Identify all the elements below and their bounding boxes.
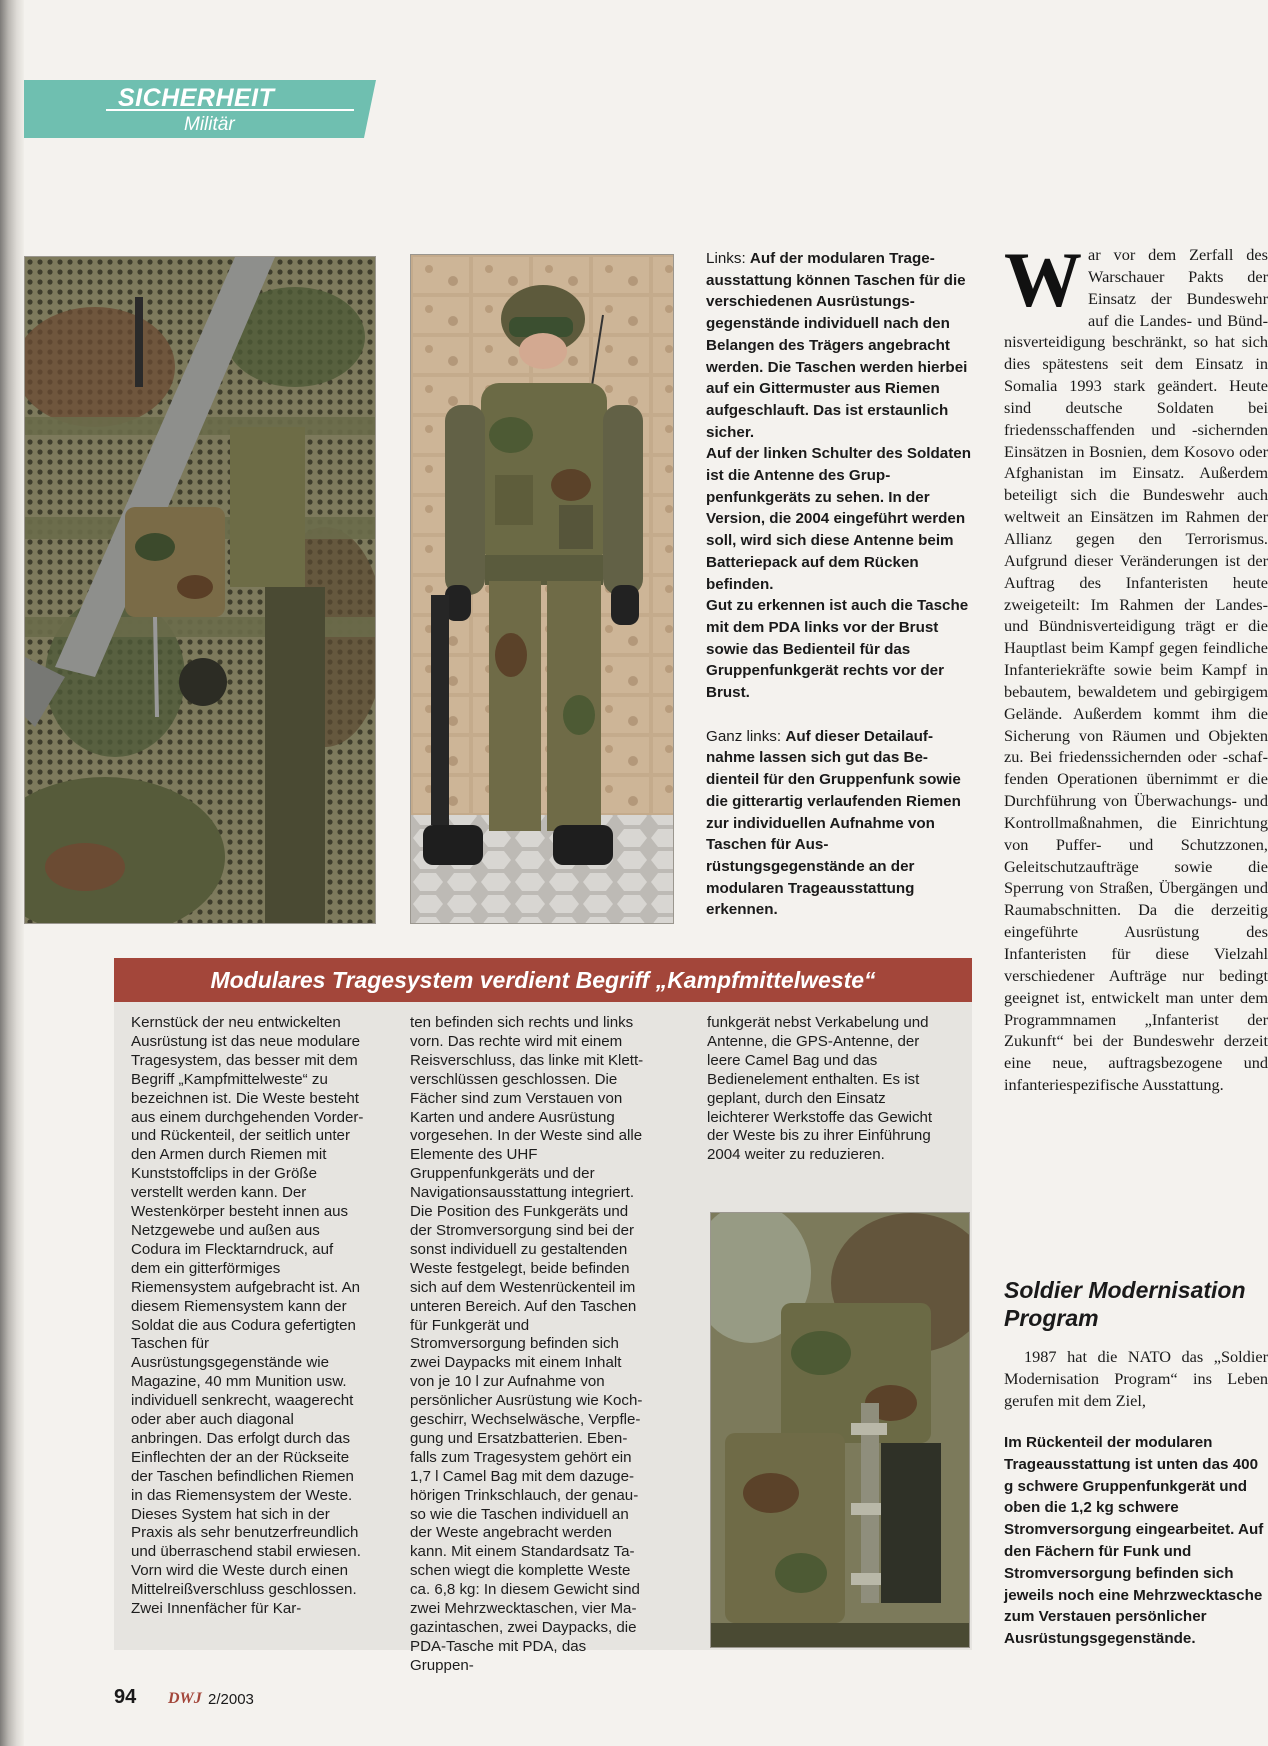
- vest-back-detail-image: [711, 1213, 969, 1647]
- caption-back-panel: Im Rückenteil der modularen Trageausstattung ist unten das 400 g schwere Gruppenfunkgerät und oben die 1,2 kg schwere Stromversorgung eingearbeitet. Auf den Fächern für Funk und Stromversorgung befinden sich jeweils noch eine Mehrzwecktasche zum Verstauen persönlicher Ausrüstungsgegenstände.: [1004, 1434, 1264, 1648]
- caption-links-text2: [706, 443, 976, 595]
- info-box-column-3: funkgerät nebst Verkabelung und Antenne, die GPS-Antenne, der leere Camel Bag und das Bedienelement enthalten. Es ist geplant, durch den Einsatz leichterer Werkstoffe das Gewicht der Weste bis zu ihrer Einführung 2004 weiter zu reduzieren.: [707, 1014, 933, 1164]
- page-number: 94: [114, 1686, 137, 1708]
- info-box-column-1: Kernstück der neu entwickelten Ausrüstung ist das neue modulare Tragesystem, das besser mit dem Begriff „Kampfmittelweste“ zu bezeichnen ist. Die Weste besteht aus einem durchgehenden Vorder- und Rückenteil, der seitlich unter den Armen durch Riemen mit Kunststoffclips in der Größe verstellt werden kann. Der Westenkörper besteht innen aus Netzgewebe und außen aus Codura im Flecktarndruck, auf dem ein gitterförmiges Riemensystem aufgebracht ist. An diesem Riemensystem kann der Soldat die aus Codura gefertigten Taschen für Ausrüstungsgegenstände wie Magazine, 40 mm Munition usw. individuell senkrecht, waagerecht oder aber auch diagonal anbringen. Das erfolgt durch das Einflechten der an der Rückseite der Taschen befindlichen Riemen in das Riemensystem der Weste. Dieses System hat sich in der Praxis als sehr benutzerfreundlich und überraschend stabil erwiesen. Vorn wird die Weste durch einen Mittelreißverschluss geschlossen. Zwei Innenfächer für Kar-: [131, 1014, 364, 1618]
- section-subtitle: Militär: [184, 114, 235, 135]
- magazine-logo: DWJ: [168, 1690, 202, 1707]
- info-box-column-2: ten befinden sich rechts und links vorn. Das rechte wird mit einem Reisverschluss, das linke mit Klettverschlüssen geschlossen. Die Fächer sind zum Verstauen von Karten und andere Ausrüstung vorgesehen. In der Weste sind alle Elemente des UHF Gruppenfunkgeräts und der Navigationsausstattung integriert. Die Position des Funkgeräts und der Stromversorgung sind bei der sonst individuell zu gestaltenden Weste festgelegt, beide befinden sich auf dem Westenrückenteil im unteren Bereich. Auf den Taschen für Funkgerät und Stromversorgung befinden sich zwei Daypacks mit einem Inhalt von je 10 l zur Aufnahme von persönlicher Ausrüstung wie Kochgeschirr, Wechselwäsche, Verpflegung und Ersatzbatterien. Ebenfalls zum Tragesystem gehört ein 1,7 l Camel Bag mit dem dazugehörigen Trinkschlauch, der genauso wie die Taschen individuell an der Weste angebracht werden kann. Mit einem Standardsatz Taschen wiegt die komplette Weste ca. 6,8 kg: In diesem Gewicht sind zwei Mehrzwecktaschen, vier Magazintaschen, zwei Daypacks, die PDA-Tasche mit PDA, das Gruppen-: [410, 1014, 644, 1674]
- photo-captions: [706, 248, 976, 921]
- caption-ganz-links: [706, 726, 976, 921]
- camouflage-vest-detail-image: [25, 257, 375, 923]
- caption-ganz-links-label: Ganz links:: [706, 727, 782, 745]
- caption-ganz-links-text: Auf dieser Detailaufnahme lassen sich gut das Bedienteil für den Gruppenfunk sowie die gitterartig verlaufenden Riemen zur individuellen Aufnahme von Taschen für Ausrüstungsgegenstände an der modularen Trageausstattung erkennen.: [706, 727, 961, 919]
- photo-vest-detail: [24, 256, 376, 924]
- article-body: [1004, 236, 1268, 1096]
- issue-number: 2/2003: [208, 1691, 254, 1708]
- caption-links: [706, 248, 976, 443]
- caption-links-text: Auf der modularen Trageausstattung können Taschen für die verschiedenen Ausrüstungsgegenstände individuell nach den Belangen des Trägers angebracht werden. Die Taschen werden hierbei auf ein Gittermuster aus Riemen aufgeschlauft. Das ist erstaunlich sicher.: [706, 250, 968, 441]
- info-box-title: Modulares Tragesystem verdient Begriff „Kampfmittelweste“: [114, 958, 972, 1002]
- caption-links-label: Links:: [706, 250, 746, 267]
- soldier-full-figure-image: [411, 255, 673, 923]
- article-paragraph-1: ar vor dem Zerfall des Warschauer Pakts der Einsatz der Bundeswehr auf die Landes- und Bündnisverteidigung beschränkt, so hat sich dies spätestens seit dem Einsatz in Somalia 1993 stark geändert. Heute sind deutsche Soldaten bei friedensschaffenden und -sichernden Einsätzen in Bosnien, dem Kosovo oder Afghanistan im Einsatz. Außerdem beteiligt sich die Bundeswehr auch weltweit an Einsätzen im Rahmen der Allianz gegen den Terrorismus. Aufgrund dieser Veränderungen ist der Auftrag des Infanteristen heute zweigeteilt: Im Rahmen der Landes- und Bündnisverteidigung trägt er die Hauptlast beim Kampf gegen feindliche Infanteriekräfte sowie beim Kampf in bebautem, bewaldetem und gebirgigem Gelände. Außerdem kommt ihm die Sicherung von Räumen und Objekten zu. Bei friedenssichernden oder -schaffenden Operationen übernimmt er die Durchführung von Überwachungs- und Kontrollmaßnahmen, die Einrichtung von Puffer- und Schutzzonen, Geleitschutzaufträge sowie die Sperrung von Straßen, Übergängen und Raumabschnitten. Da die derzeitig eingeführte Ausrüstung des Infanteristen für diese Vielzahl verschiedener Aufträge nur bedingt geeignet ist, entwickelt man unter dem Programmnamen „Infanterist der Zukunft“ bei der Bundeswehr derzeit eine neue, auftragsbezogene und infanteriespezifische Ausstattung.: [1004, 245, 1268, 1095]
- photo-soldier: [410, 254, 674, 924]
- article-paragraph-2: 1987 hat die NATO das „Soldier Modernisation Program“ ins Leben gerufen mit dem Ziel,: [1004, 1347, 1268, 1410]
- caption-antenna-text: Auf der linken Schulter des Soldaten ist die Antenne des Gruppenfunkgeräts zu sehen. In der Version, die 2004 eingeführt werden soll, wird sich diese Antenne beim Batteriepack auf dem Rücken befinden.: [706, 445, 971, 593]
- drop-cap: W: [1004, 236, 1082, 323]
- section-title: SICHERHEIT: [118, 84, 275, 112]
- page-spine: [0, 0, 24, 1746]
- caption-pda-text: Gut zu erkennen ist auch die Tasche mit dem PDA links vor der Brust sowie das Bedienteil für das Gruppenfunkgerät rechts vor der Brust.: [706, 597, 969, 702]
- caption-links-text3: [706, 595, 976, 704]
- section-tab: [24, 80, 376, 140]
- photo-vest-back: [710, 1212, 970, 1648]
- article-subheading: Soldier Modernisation Program: [1004, 1277, 1246, 1331]
